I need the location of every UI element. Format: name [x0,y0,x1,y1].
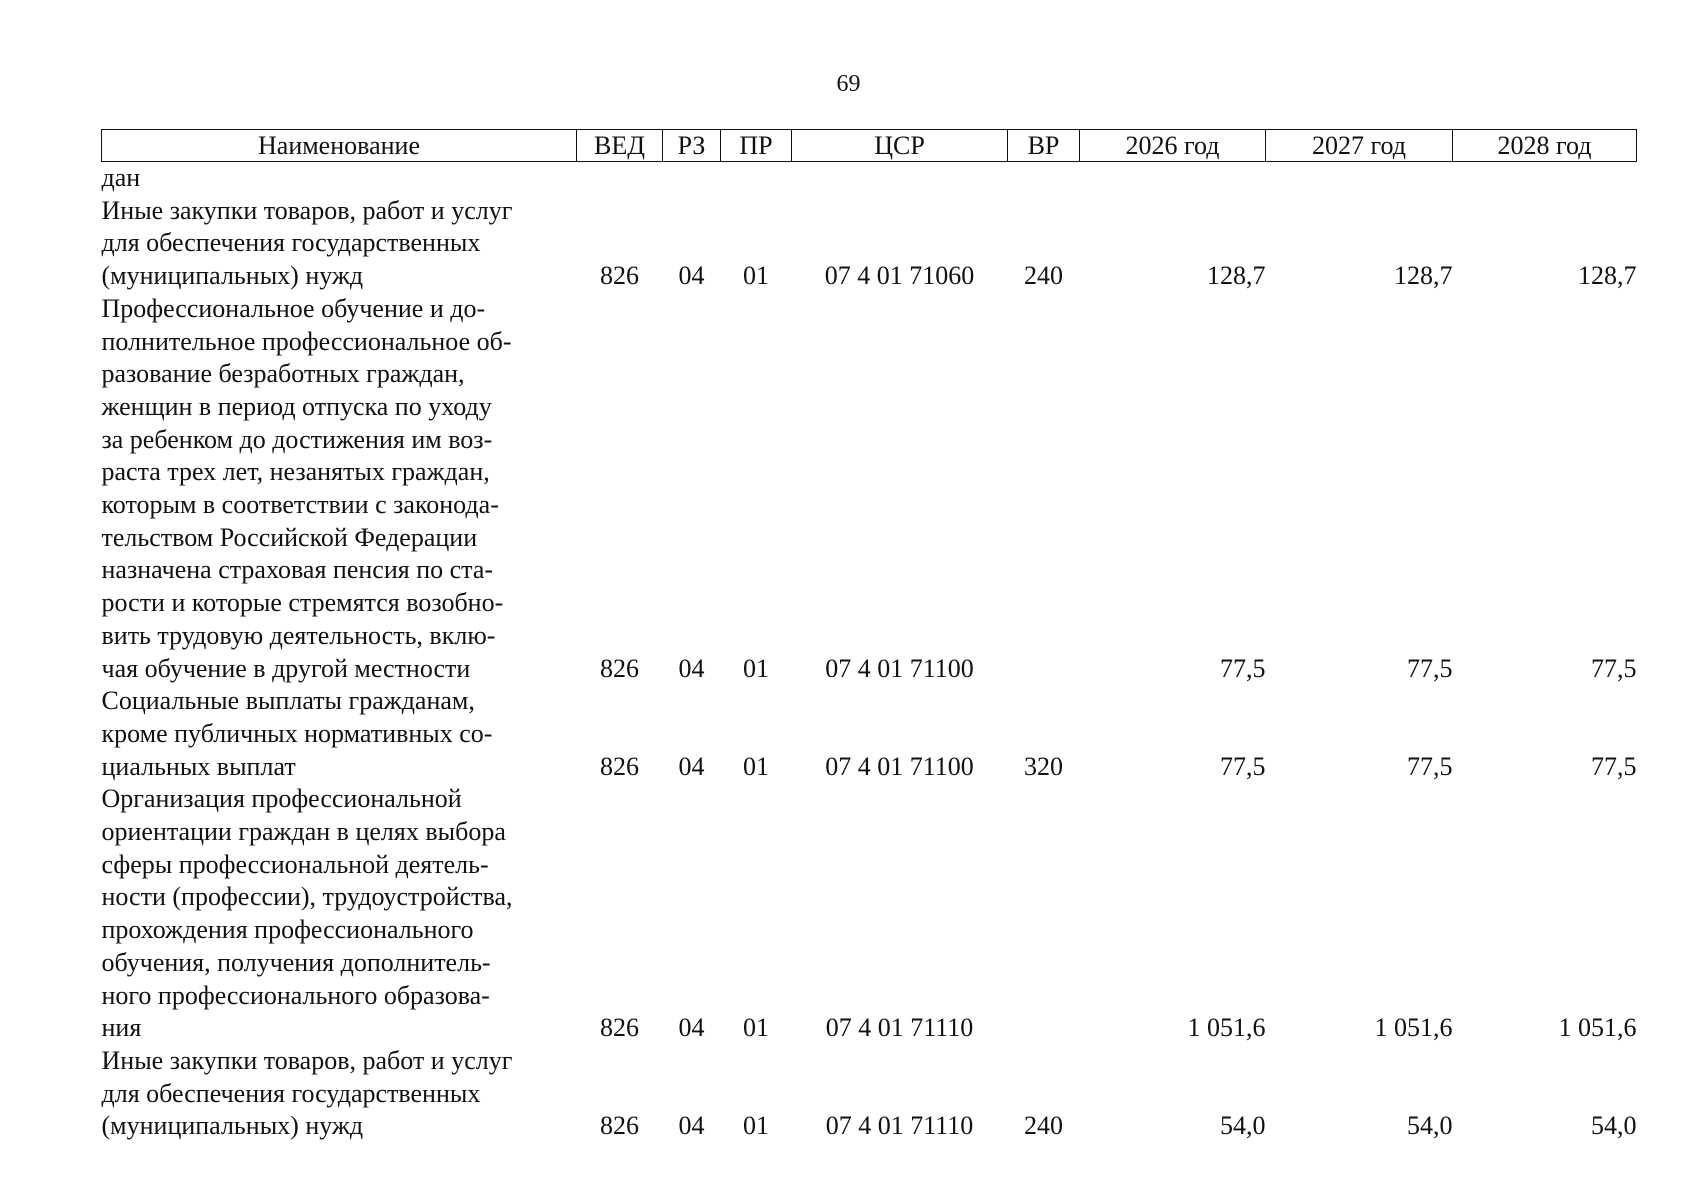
cell-year-2027: 128,7 [1394,261,1453,291]
cell-year-2026 [1080,162,1266,195]
table-row [102,783,1637,1045]
cell-ved: 826 [600,653,639,683]
cell-vr: 240 [1024,261,1063,291]
cell-rz: 04 [678,751,705,781]
table-header [102,130,1637,162]
name-line: чая обучение в другой местности [101,653,471,683]
cell-year-2027: 54,0 [1407,1111,1453,1141]
cell-year-2026: 77,5 [1220,751,1266,781]
name-line: вить трудовую деятельность, вклю- [101,620,496,650]
cell-year-2026: 54,0 [1220,1111,1266,1141]
cell-csr: 07 4 01 71110 [825,1111,974,1141]
cell-ved: 826 [600,261,639,291]
cell-csr: 07 4 01 71100 [825,653,974,683]
cell-name [102,783,577,1045]
name-line: назначена страховая пенсия по ста- [101,555,494,585]
name-line: разование безработных граждан, [101,359,465,389]
name-line: ориентации граждан в целях выбора [101,817,506,847]
name-line: (муниципальных) нужд [101,261,364,291]
header-row [102,130,1637,162]
cell-name [102,195,577,293]
cell-year-2026: 77,5 [1220,653,1266,683]
header-ved: ВЕД [577,130,663,162]
cell-year-2026: 1 051,6 [1187,1013,1266,1043]
cell-vr: 320 [1024,751,1063,781]
cell-pr: 01 [743,653,769,683]
cell-name [102,293,577,685]
cell-vr [1008,293,1080,685]
cell-ved [577,162,663,195]
header-name: Наименование [102,130,577,162]
header-csr: ЦСР [792,130,1008,162]
cell-rz: 04 [678,1013,705,1043]
cell-pr: 01 [743,1111,769,1141]
cell-pr: 01 [743,261,769,291]
cell-year-2026: 128,7 [1207,261,1266,291]
cell-pr: 01 [743,751,769,781]
cell-csr: 07 4 01 71110 [825,1013,974,1043]
table-row [102,162,1637,195]
cell-vr: 240 [1024,1111,1063,1141]
cell-name [102,162,577,195]
name-line: для обеспечения государственных [101,1078,481,1108]
name-line: Организация профессиональной [101,784,462,814]
name-line: тельством Российской Федерации [101,522,478,552]
cell-name [102,685,577,783]
name-line: ности (профессии), трудоустройства, [101,882,513,912]
header-rz: РЗ [663,130,721,162]
name-line: Социальные выплаты гражданам, [101,686,475,716]
cell-pr [721,162,792,195]
name-line: для обеспечения государственных [101,228,481,258]
cell-vr [1008,162,1080,195]
name-line: сферы профессиональной деятель- [101,849,489,879]
name-line: полнительное профессиональное об- [101,326,512,356]
name-line: за ребенком до достижения им воз- [101,424,493,454]
cell-rz: 04 [678,261,705,291]
cell-name [102,1045,577,1143]
name-line: кроме публичных нормативных со- [101,718,493,748]
name-line: женщин в период отпуска по уходу [101,391,492,421]
cell-year-2028: 77,5 [1591,751,1637,781]
header-pr: ПР [721,130,792,162]
cell-ved: 826 [600,1111,639,1141]
name-line: которым в соответствии с законода- [101,490,499,520]
name-line: циальных выплат [101,751,296,781]
cell-rz: 04 [678,653,705,683]
cell-year-2028: 54,0 [1591,1111,1637,1141]
name-line: рости и которые стремятся возобно- [101,588,504,618]
cell-ved: 826 [600,1013,639,1043]
header-year-2028: 2028 год [1453,130,1637,162]
table-row [102,1045,1637,1143]
cell-csr [792,162,1008,195]
budget-table [101,129,1637,1143]
cell-year-2027 [1266,162,1453,195]
name-line: раста трех лет, незанятых граждан, [101,457,490,487]
cell-ved: 826 [600,751,639,781]
name-line: обучения, получения дополнитель- [101,947,491,977]
name-line: Иные закупки товаров, работ и услуг [101,1045,513,1075]
name-line: дан [101,163,141,192]
cell-rz [663,162,721,195]
cell-year-2028: 77,5 [1591,653,1637,683]
cell-vr [1008,783,1080,1045]
cell-year-2028: 128,7 [1578,261,1637,291]
table-row [102,195,1637,293]
table-body [102,162,1637,1144]
cell-csr: 07 4 01 71060 [824,261,975,291]
header-year-2026: 2026 год [1080,130,1266,162]
name-line: (муниципальных) нужд [101,1111,364,1141]
name-line: Профессиональное обучение и до- [101,293,486,323]
page-number: 69 [836,71,861,97]
name-line: ного профессионального образова- [101,980,490,1010]
header-year-2027: 2027 год [1266,130,1453,162]
header-vr: ВР [1008,130,1080,162]
cell-csr: 07 4 01 71100 [825,751,974,781]
cell-rz: 04 [678,1111,705,1141]
cell-pr: 01 [743,1013,769,1043]
cell-year-2028 [1453,162,1637,195]
name-line: прохождения профессионального [101,915,474,945]
name-line: ния [101,1013,142,1043]
table-row [102,293,1637,685]
cell-year-2027: 1 051,6 [1374,1013,1453,1043]
table-row [102,685,1637,783]
name-line: Иные закупки товаров, работ и услуг [101,195,513,225]
cell-year-2027: 77,5 [1407,653,1453,683]
cell-year-2028: 1 051,6 [1558,1013,1637,1043]
cell-year-2027: 77,5 [1407,751,1453,781]
